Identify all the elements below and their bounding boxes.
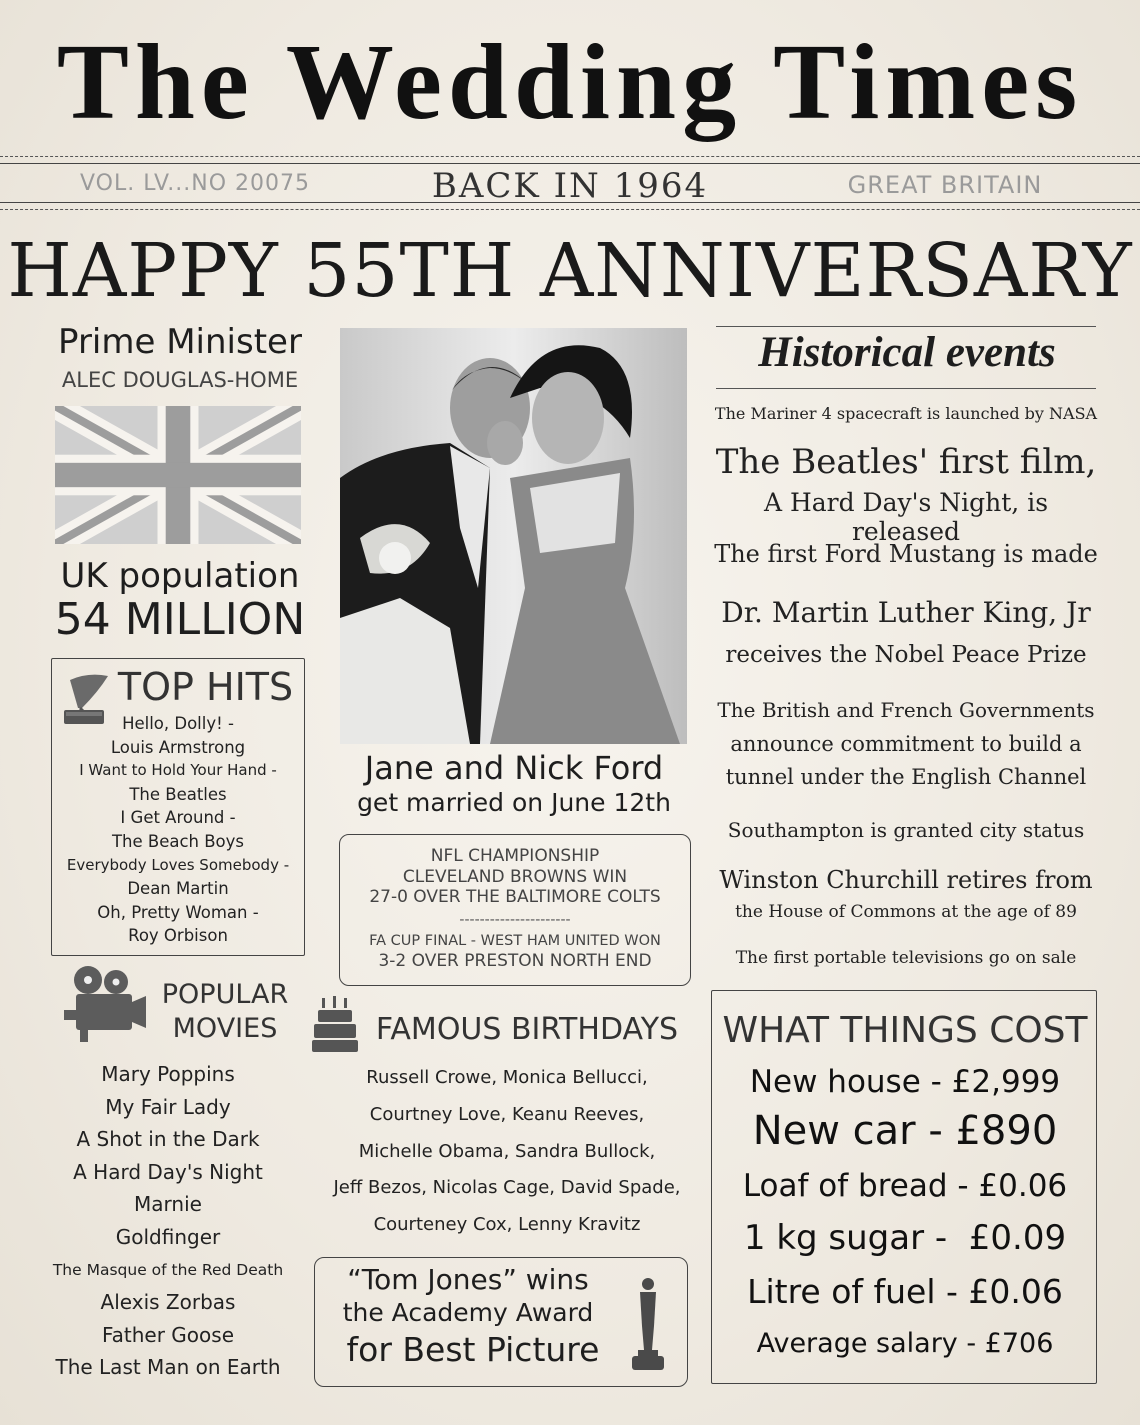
birthday-line: Russell Crowe, Monica Bellucci, bbox=[366, 1067, 648, 1088]
sports-line: CLEVELAND BROWNS WIN bbox=[402, 866, 628, 887]
popular-movies-title-line1: POPULAR bbox=[161, 979, 289, 1010]
top-hit-line: I Want to Hold Your Hand - bbox=[79, 761, 277, 780]
top-hit-line: The Beatles bbox=[129, 784, 227, 804]
academy-award-line1: “Tom Jones” wins bbox=[347, 1263, 589, 1296]
birthday-line: Jeff Bezos, Nicolas Cage, David Spade, bbox=[333, 1177, 681, 1199]
event-line: Southampton is granted city status bbox=[727, 818, 1085, 842]
popular-movies-title bbox=[150, 978, 300, 1046]
popular-movies-list bbox=[30, 1058, 306, 1384]
events-rule-top bbox=[716, 326, 1096, 327]
couple-subtitle: get married on June 12th bbox=[357, 788, 671, 817]
top-hit-line: Dean Martin bbox=[127, 879, 229, 899]
sports-fa-cup-score: 3-2 OVER PRESTON NORTH END bbox=[378, 951, 652, 971]
sports-line: 27-0 OVER THE BALTIMORE COLTS bbox=[369, 887, 661, 907]
top-hit-line: Everybody Loves Somebody - bbox=[66, 855, 290, 874]
movie-item: A Shot in the Dark bbox=[76, 1127, 260, 1152]
oscar-statue-icon bbox=[626, 1276, 670, 1372]
event-line: The Mariner 4 spacecraft is launched by NASA bbox=[714, 404, 1098, 423]
prime-minister-name: ALEC DOUGLAS-HOME bbox=[61, 368, 299, 392]
movie-item: Marnie bbox=[134, 1192, 202, 1217]
location-label: GREAT BRITAIN bbox=[847, 171, 1043, 199]
sports-fa-cup-line: FA CUP FINAL - WEST HAM UNITED WON bbox=[369, 933, 661, 949]
top-hit-line: Hello, Dolly! - bbox=[122, 714, 234, 733]
cost-item: New house - £2,999 bbox=[749, 1064, 1061, 1100]
prime-minister-label: Prime Minister bbox=[58, 322, 302, 362]
movie-item: Father Goose bbox=[101, 1322, 235, 1347]
sports-separator: ---------------------- bbox=[459, 912, 571, 928]
top-hits-title: TOP HITS bbox=[117, 665, 294, 709]
headline: HAPPY 55TH ANNIVERSARY bbox=[7, 228, 1133, 314]
birthday-line: Courtney Love, Keanu Reeves, bbox=[369, 1103, 645, 1125]
event-line: the House of Commons at the age of 89 bbox=[735, 902, 1077, 922]
event-line: Dr. Martin Luther King, Jr bbox=[721, 596, 1091, 629]
movie-item: The Masque of the Red Death bbox=[52, 1260, 284, 1279]
masthead-rule-top bbox=[0, 156, 1140, 157]
cost-item: Loaf of bread - £0.06 bbox=[742, 1168, 1068, 1204]
volume-number: VOL. LV...NO 20075 bbox=[79, 171, 310, 196]
birthday-cake-icon bbox=[312, 994, 358, 1054]
birthday-line: Courteney Cox, Lenny Kravitz bbox=[373, 1214, 641, 1236]
event-line: A Hard Day's Night, is released bbox=[763, 488, 1049, 546]
top-hits-list bbox=[56, 712, 300, 948]
events-rule-bottom bbox=[716, 388, 1096, 389]
event-line: receives the Nobel Peace Prize bbox=[725, 642, 1087, 668]
population-value: 54 MILLION bbox=[54, 594, 306, 645]
edition-label: BACK IN 1964 bbox=[431, 166, 709, 206]
movie-item: The Last Man on Earth bbox=[55, 1355, 281, 1380]
event-line: The Beatles' first film, bbox=[715, 442, 1097, 482]
top-hit-line: The Beach Boys bbox=[111, 831, 245, 851]
event-line: The first Ford Mustang is made bbox=[714, 540, 1098, 568]
cost-item: New car - £890 bbox=[752, 1108, 1058, 1154]
movie-item: Alexis Zorbas bbox=[100, 1290, 236, 1315]
movie-item: My Fair Lady bbox=[105, 1094, 231, 1119]
event-line: The British and French Governments bbox=[717, 698, 1095, 722]
things-cost-title: WHAT THINGS COST bbox=[722, 1010, 1088, 1051]
masthead-rule-bottom-2 bbox=[0, 209, 1140, 210]
masthead-rule-top-2 bbox=[0, 163, 1140, 164]
movie-item: A Hard Day's Night bbox=[73, 1159, 263, 1184]
event-line: tunnel under the English Channel bbox=[725, 765, 1087, 789]
academy-award-line2: the Academy Award bbox=[342, 1298, 594, 1327]
top-hit-line: Louis Armstrong bbox=[110, 737, 246, 757]
historical-events-title: Historical events bbox=[758, 329, 1056, 376]
famous-birthdays-list bbox=[312, 1060, 702, 1244]
movie-camera-icon bbox=[58, 962, 148, 1044]
cost-item: Litre of fuel - £0.06 bbox=[747, 1272, 1063, 1311]
cost-item: Average salary - £706 bbox=[756, 1328, 1054, 1359]
birthday-line: Michelle Obama, Sandra Bullock, bbox=[358, 1140, 656, 1162]
event-line: announce commitment to build a bbox=[730, 732, 1082, 756]
movie-item: Goldfinger bbox=[115, 1224, 221, 1249]
masthead-title: The Wedding Times bbox=[56, 23, 1084, 142]
sports-line: NFL CHAMPIONSHIP bbox=[430, 846, 600, 866]
academy-award-line3: for Best Picture bbox=[346, 1330, 600, 1369]
popular-movies-title-line2: MOVIES bbox=[172, 1013, 278, 1044]
wedding-photo bbox=[340, 328, 687, 744]
couple-name: Jane and Nick Ford bbox=[364, 749, 664, 787]
cost-item: 1 kg sugar - £0.09 bbox=[743, 1218, 1067, 1258]
top-hit-line: I Get Around - bbox=[120, 808, 236, 828]
movie-item: Mary Poppins bbox=[101, 1062, 235, 1086]
top-hit-line: Roy Orbison bbox=[128, 926, 228, 946]
event-line: The first portable televisions go on sale bbox=[735, 948, 1077, 968]
population-label: UK population bbox=[60, 556, 300, 596]
union-jack-flag-icon bbox=[55, 406, 301, 544]
top-hit-line: Oh, Pretty Woman - bbox=[97, 902, 259, 922]
famous-birthdays-title: FAMOUS BIRTHDAYS bbox=[375, 1012, 679, 1047]
masthead-rule-bottom bbox=[0, 202, 1140, 203]
sports-nfl-result bbox=[345, 846, 685, 908]
event-line: Winston Churchill retires from bbox=[719, 866, 1093, 894]
